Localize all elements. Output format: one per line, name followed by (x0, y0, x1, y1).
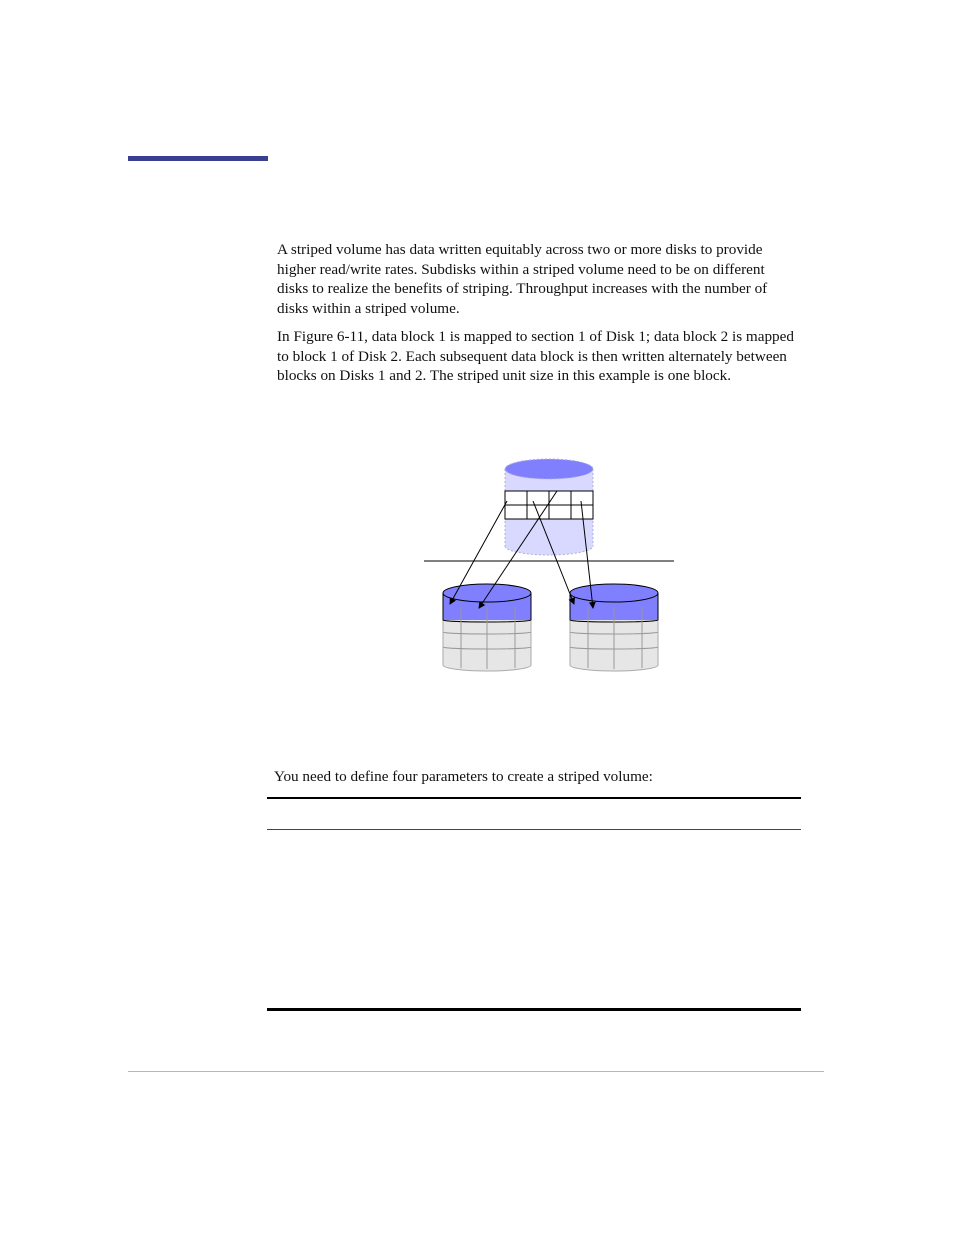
table-intro-text: You need to define four parameters to create a striped volume: (274, 768, 653, 785)
disk-1-cylinder (443, 584, 531, 671)
section-accent-bar (128, 156, 268, 161)
striped-volume-diagram (420, 452, 680, 680)
table-top-rule (267, 797, 801, 799)
table-header-rule (267, 829, 801, 830)
table-bottom-rule (267, 1008, 801, 1011)
data-block-grid (505, 491, 593, 519)
disk-2-cylinder (570, 584, 658, 671)
footer-rule (128, 1071, 824, 1072)
paragraph-figure-explanation: In Figure 6-11, data block 1 is mapped to section 1 of Disk 1; data block 2 is mapped to block 1 of Disk 2. Each subsequent data block is then written alternately between blocks on Disks 1 and 2. The striped unit size in this example is one block. (277, 328, 794, 384)
paragraph-striped-volume-intro: A striped volume has data written equitably across two or more disks to provide higher read/write rates. Subdisks within a striped volume need to be on different disks to realize the benefits of striping. Throughput increases with the number of disks within a striped volume. (277, 241, 768, 317)
